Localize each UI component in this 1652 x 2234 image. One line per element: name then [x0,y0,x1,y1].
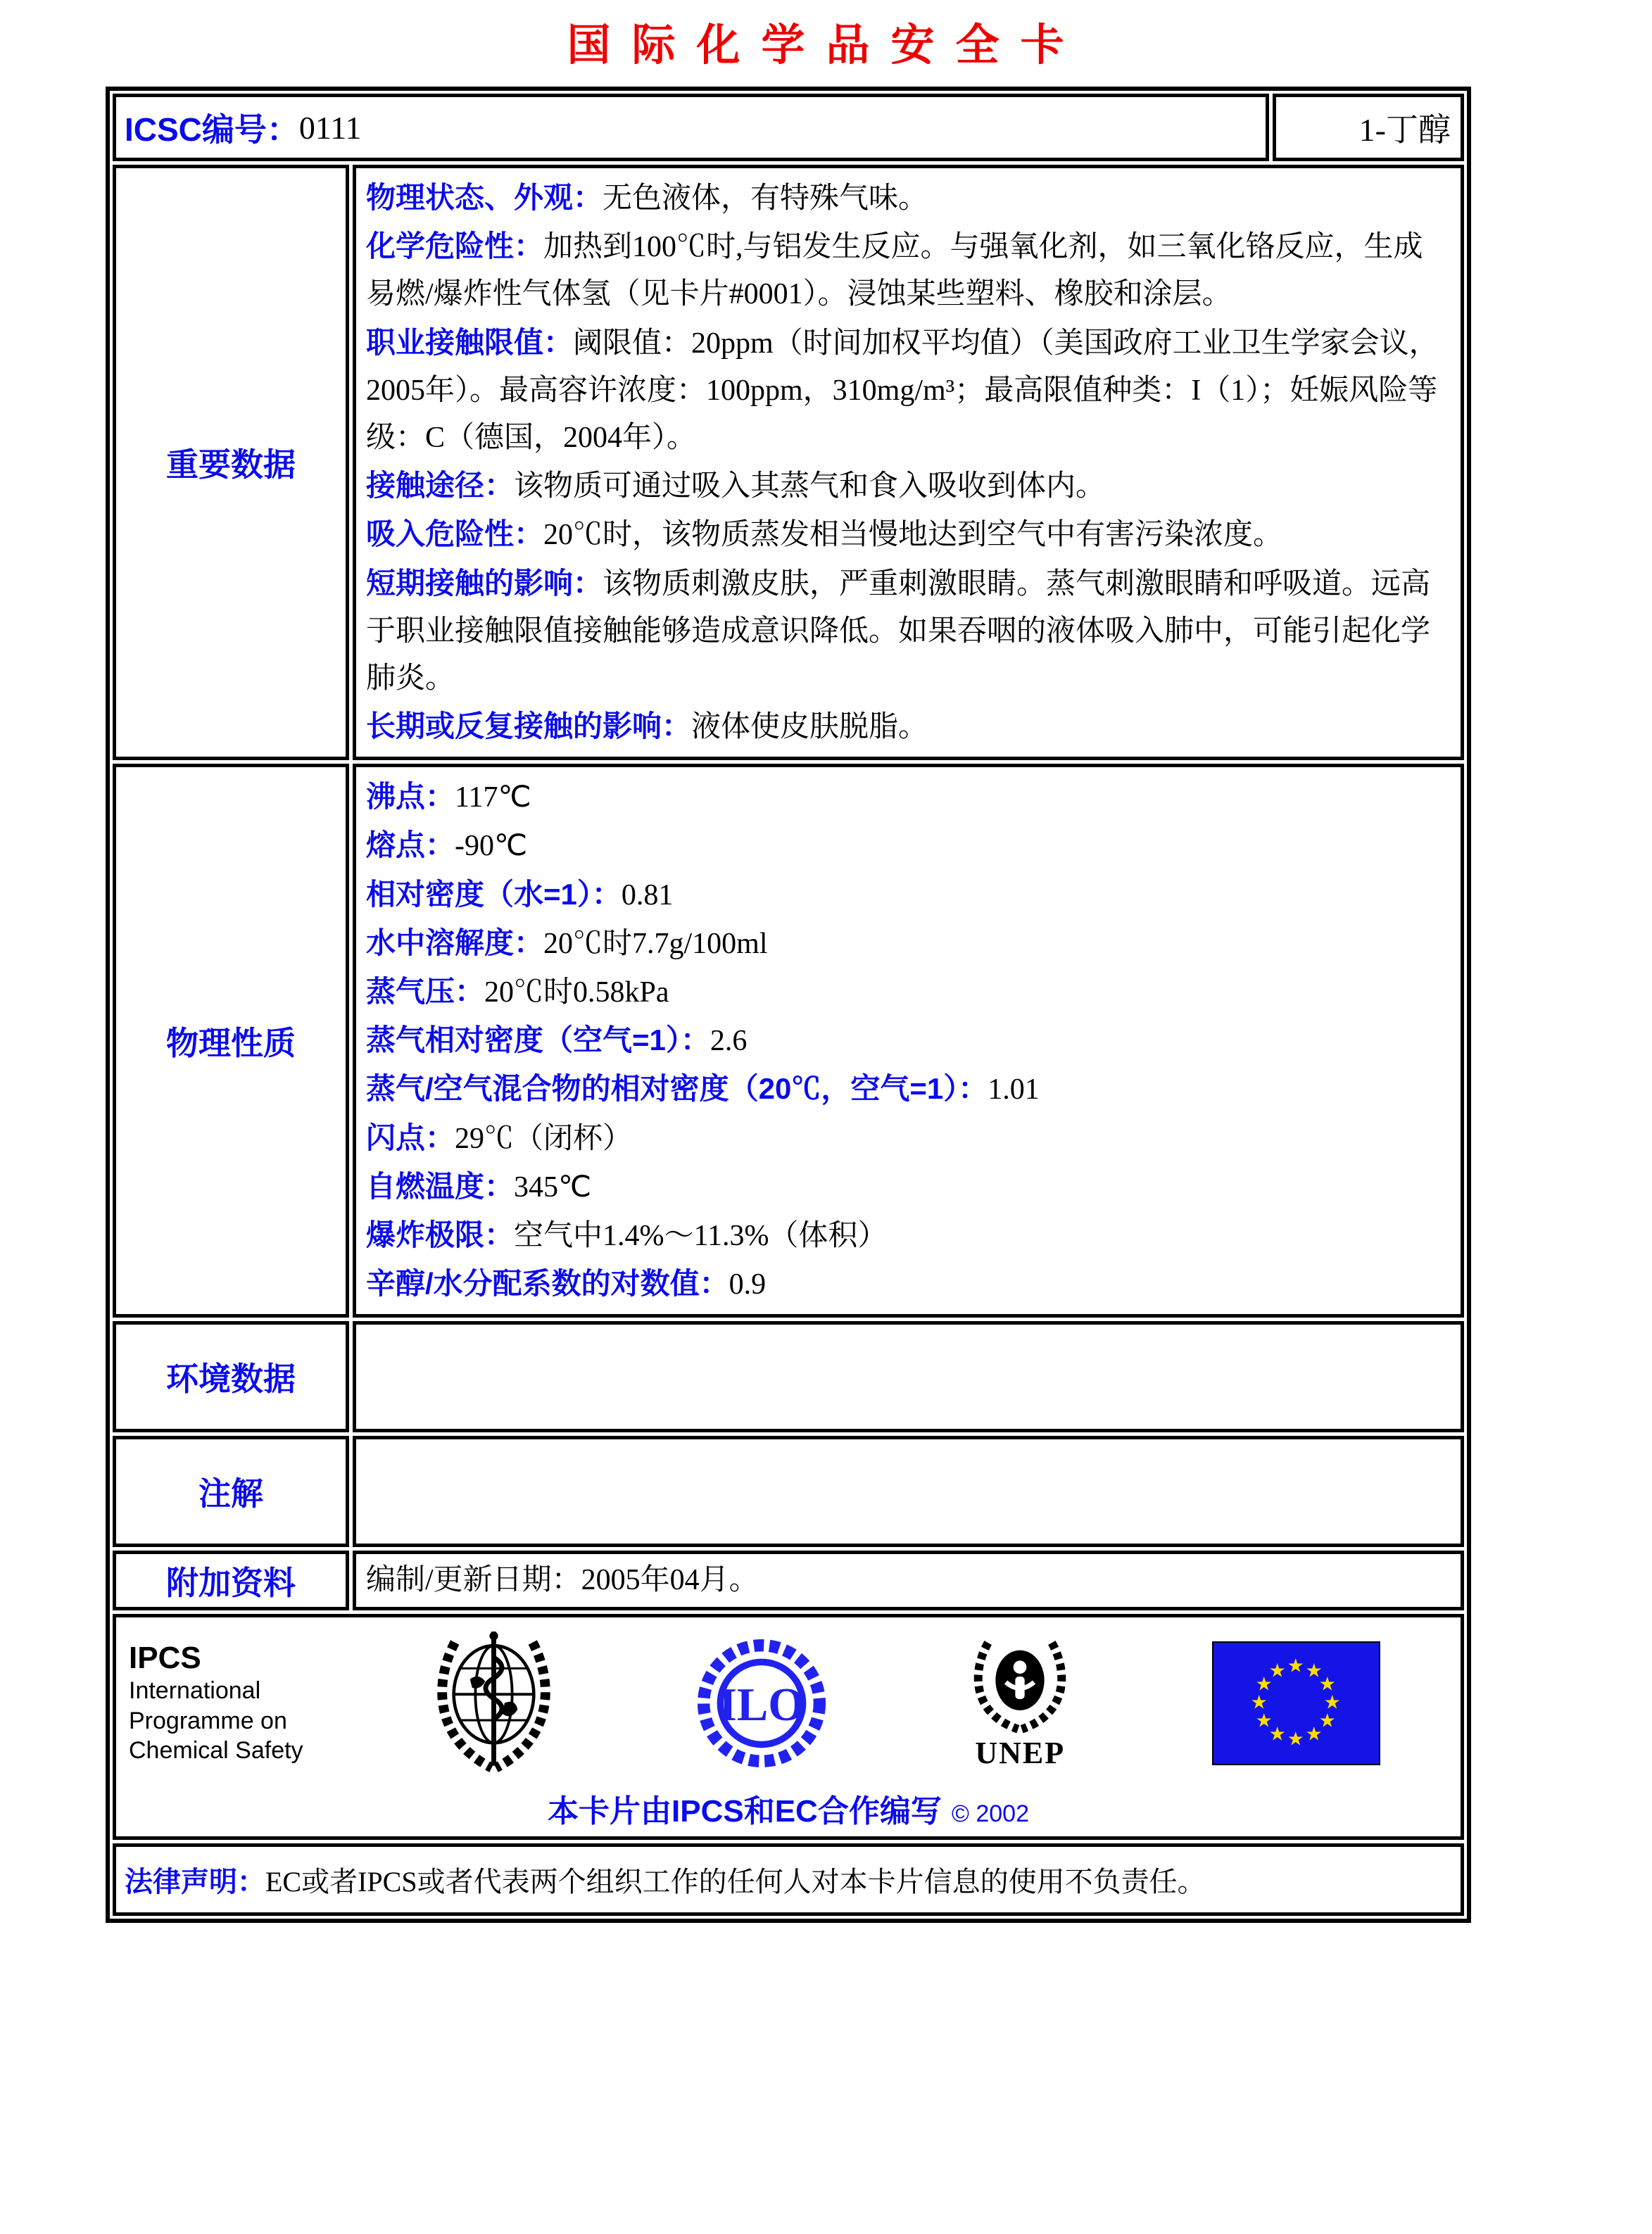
unep-wordmark: UNEP [975,1736,1066,1771]
physical-properties-row [113,764,1464,1318]
important-data-content [353,165,1464,760]
item-text: 该物质刺激皮肤，严重刺激眼睛。蒸气刺激眼睛和呼吸道。远高于职业接触限值接触能够造成意识降低。如果吞咽的液体吸入肺中，可能引起化学肺炎。 [366,567,1431,695]
property-value: 0.9 [729,1268,767,1301]
eu-star: ★ [1250,1691,1268,1713]
physical-line [366,968,1451,1016]
property-label: 闪点： [366,1121,455,1154]
item-text: 20℃时，该物质蒸发相当慢地达到空气中有害污染浓度。 [543,519,1283,552]
legal-notice-label: 法律声明： [125,1867,265,1898]
physical-properties-content [353,764,1464,1318]
property-label: 自燃温度： [366,1169,515,1203]
property-label: 沸点： [366,780,455,814]
environmental-data-row [113,1321,1464,1432]
eu-star: ★ [1255,1673,1273,1695]
ipcs-line: Programme on [129,1707,287,1734]
item-text: 阈限值：20ppm（时间加权平均值）（美国政府工业卫生学家会议，2005年）。最高容许浓度：100ppm，310mg/m³；最高限值种类：I（1）；妊娠风险等级：C（德国，2004年）。 [366,327,1439,454]
copyright-text: © 2002 [951,1800,1029,1828]
icsc-number-cell [113,94,1269,161]
property-value: 20℃时0.58kPa [484,976,669,1009]
caption-text: 本卡片由IPCS和EC合作编写 [548,1794,942,1829]
property-label: 水中溶解度： [366,926,544,959]
physical-line [366,773,1451,821]
svg-text:ILO: ILO [718,1679,805,1731]
notes-content [353,1436,1464,1547]
eu-star: ★ [1268,1723,1286,1745]
important-item [366,510,1451,559]
physical-properties-section-label: 物理性质 [113,764,349,1318]
item-label: 短期接触的影响： [366,566,603,600]
header-row [113,94,1464,161]
update-date-label: 编制/更新日期： [366,1564,581,1597]
icsc-card-table [106,87,1471,1923]
important-item [366,462,1451,510]
ipcs-line: Chemical Safety [129,1737,303,1765]
eu-star: ★ [1305,1660,1323,1681]
important-item [366,702,1451,751]
property-value: -90℃ [455,830,528,863]
important-item [366,560,1451,703]
update-date-value: 2005年04月。 [581,1564,759,1597]
ipcs-line: International [129,1677,261,1705]
property-value: 345℃ [514,1170,592,1204]
eu-star: ★ [1268,1660,1286,1681]
ipcs-acronym: IPCS [129,1640,201,1675]
ilo-logo-icon [695,1636,828,1770]
physical-line [366,1260,1451,1308]
important-item [366,174,1451,222]
physical-line [366,1163,1451,1211]
logo-spread [361,1627,1448,1779]
property-label: 熔点： [366,828,455,862]
item-label: 吸入危险性： [366,517,544,551]
legal-notice-text: EC或者IPCS或者代表两个组织工作的任何人对本卡片信息的使用不负责任。 [265,1866,1206,1898]
property-value: 0.81 [621,878,674,911]
additional-info-content [353,1551,1464,1610]
property-label: 辛醇/水分配系数的对数值： [366,1267,729,1301]
item-label: 化学危险性： [366,229,544,263]
eu-star: ★ [1305,1723,1323,1745]
important-data-section-label: 重要数据 [113,165,349,760]
property-label: 爆炸极限： [366,1218,515,1251]
item-label: 长期或反复接触的影响： [366,709,692,743]
physical-line [366,821,1451,870]
environmental-data-content [353,1321,1464,1432]
item-text: 加热到100℃时,与铝发生反应。与强氧化剂，如三氧化铬反应，生成易燃/爆炸性气体氢（见卡片#0001）。浸蚀某些塑料、橡胶和涂层。 [366,231,1423,311]
important-item [366,319,1451,462]
property-value: 空气中1.4%～11.3%（体积） [514,1219,888,1252]
notes-section-label: 注解 [113,1436,349,1547]
eu-flag-icon [1212,1641,1380,1765]
page-title: 国际化学品安全卡 [567,21,1085,70]
important-item [366,222,1451,318]
who-logo-icon [429,1627,559,1779]
eu-star: ★ [1318,1710,1336,1731]
item-text: 该物质可通过吸入其蒸气和食入吸收到体内。 [514,470,1106,503]
eu-star: ★ [1287,1655,1304,1677]
physical-line [366,871,1451,919]
unep-logo-icon [964,1635,1076,1771]
physical-line [366,1016,1451,1065]
property-label: 相对密度（水=1）： [366,877,622,911]
physical-line [366,1211,1451,1260]
notes-row [113,1436,1464,1547]
important-data-row [113,165,1464,760]
logos-strip [129,1627,1448,1779]
item-text: 无色液体，有特殊气味。 [603,182,928,215]
property-label: 蒸气压： [366,975,485,1008]
additional-info-row [113,1551,1464,1610]
property-value: 117℃ [455,781,531,814]
logos-cell [113,1614,1464,1840]
cooperation-caption [129,1786,1448,1831]
item-text: 液体使皮肤脱脂。 [691,711,928,744]
physical-line [366,1065,1451,1113]
legal-notice-cell [113,1843,1464,1916]
property-value: 29℃（闭杯） [455,1122,633,1155]
chemical-name-cell [1273,94,1464,161]
property-label: 蒸气相对密度（空气=1）： [366,1023,710,1057]
eu-star: ★ [1255,1710,1273,1731]
eu-star: ★ [1318,1673,1336,1695]
additional-info-section-label: 附加资料 [113,1551,349,1610]
icsc-number-value: 0111 [298,109,362,146]
property-value: 2.6 [710,1025,748,1058]
item-label: 职业接触限值： [366,325,574,359]
logos-row [113,1614,1464,1840]
physical-line [366,1114,1451,1163]
eu-star: ★ [1287,1728,1304,1750]
eu-star: ★ [1323,1691,1341,1713]
legal-row [113,1843,1464,1916]
item-label: 物理状态、外观： [366,181,603,214]
item-label: 接触途径： [366,469,515,503]
property-value: 20℃时7.7g/100ml [543,927,768,960]
property-value: 1.01 [988,1073,1040,1106]
physical-line [366,919,1451,968]
chemical-name: 1-丁醇 [1358,112,1451,148]
property-label: 蒸气/空气混合物的相对密度（20℃，空气=1）： [366,1072,988,1106]
ipcs-text-block [129,1641,361,1766]
environmental-data-section-label: 环境数据 [113,1321,349,1432]
icsc-number-label: ICSC编号： [125,111,299,148]
